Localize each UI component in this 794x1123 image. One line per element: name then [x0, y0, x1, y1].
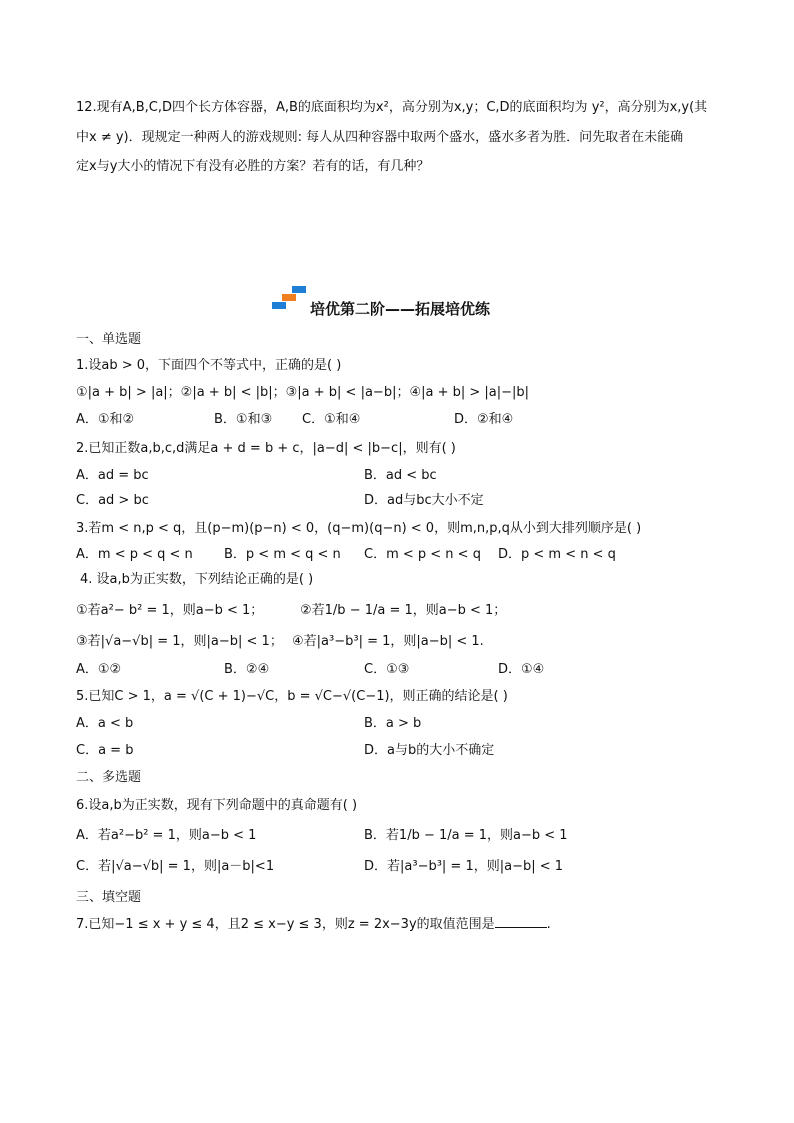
stage-logo-icon [272, 286, 308, 314]
q5-stem: 5.已知C > 1，a = √(C + 1)−√C，b = √C−√(C−1)，则正确的结论是( ) [76, 689, 508, 704]
q4-item-2: ②若1/b − 1/a = 1，则a−b < 1； [300, 603, 507, 618]
q4-option-c[interactable]: C．①③ [364, 662, 410, 677]
q4-item-1: ①若a²− b² = 1，则a−b < 1； [76, 603, 264, 618]
q4-option-a[interactable]: A．①② [76, 662, 122, 677]
q6-option-d[interactable]: D．若|a³−b³| = 1，则|a−b| < 1 [364, 859, 564, 874]
stage-title: 培优第二阶——拓展培优练 [310, 300, 491, 318]
q7-line [76, 915, 551, 935]
q7-answer-blank[interactable] [495, 915, 547, 928]
q2-option-c[interactable]: C．ad > bc [76, 493, 149, 508]
q1-stem: 1.设ab > 0，下面四个不等式中，正确的是( ) [76, 358, 342, 373]
q2-option-a[interactable]: A．ad = bc [76, 468, 149, 483]
q5-option-b[interactable]: B．a > b [364, 716, 422, 731]
q1-option-b[interactable]: B．①和③ [214, 412, 273, 427]
section-multi-choice: 二、多选题 [76, 770, 142, 785]
q2-stem: 2.已知正数a,b,c,d满足a + d = b + c，|a−d| < |b−c|，则有( ) [76, 441, 456, 456]
q4-option-d[interactable]: D．①④ [498, 662, 545, 677]
q2-option-d[interactable]: D．ad与bc大小不定 [364, 493, 484, 508]
q3-option-a[interactable]: A．m < p < q < n [76, 547, 193, 562]
q1-items: ①|a + b| > |a|；②|a + b| < |b|；③|a + b| < |a−b|；④|a + b| > |a|−|b| [76, 385, 530, 400]
q3-stem: 3.若m < n,p < q，且(p−m)(p−n) < 0，(q−m)(q−n) < 0，则m,n,p,q从小到大排列顺序是( ) [76, 521, 642, 536]
q12-line-1: 12.现有A,B,C,D四个长方体容器，A,B的底面积均为x²，高分别为x,y；C,D的底面积均为 y²，高分别为x,y(其 [76, 100, 708, 115]
q7-stem: 7.已知−1 ≤ x + y ≤ 4，且2 ≤ x−y ≤ 3，则z = 2x−3y的取值范围是 [76, 917, 495, 932]
q3-option-b[interactable]: B．p < m < q < n [224, 547, 341, 562]
section-single-choice: 一、单选题 [76, 332, 142, 347]
q1-option-c[interactable]: C．①和④ [302, 412, 361, 427]
q3-option-d[interactable]: D．p < m < n < q [498, 547, 616, 562]
q2-option-b[interactable]: B．ad < bc [364, 468, 437, 483]
q1-option-d[interactable]: D．②和④ [454, 412, 514, 427]
q5-option-a[interactable]: A．a < b [76, 716, 134, 731]
q12-line-3: 定x与y大小的情况下有没有必胜的方案？若有的话，有几种？ [76, 159, 430, 174]
q12-line-2: 中x ≠ y)．现规定一种两人的游戏规则: 每人从四种容器中取两个盛水，盛水多者为胜．问先取者在未能确 [76, 130, 684, 145]
q4-option-b[interactable]: B．②④ [224, 662, 270, 677]
q4-item-4: ④若|a³−b³| = 1，则|a−b| < 1. [292, 634, 484, 649]
q3-option-c[interactable]: C．m < p < n < q [364, 547, 481, 562]
q7-end: . [546, 917, 551, 932]
q4-stem: 4. 设a,b为正实数，下列结论正确的是( ) [80, 572, 314, 587]
q6-option-b[interactable]: B．若1/b − 1/a = 1，则a−b < 1 [364, 828, 568, 843]
q6-option-a[interactable]: A．若a²−b² = 1，则a−b < 1 [76, 828, 257, 843]
q1-option-a[interactable]: A．①和② [76, 412, 135, 427]
q5-option-d[interactable]: D．a与b的大小不确定 [364, 743, 495, 758]
q6-option-c[interactable]: C．若|√a−√b| = 1，则|a－b|<1 [76, 859, 275, 874]
q6-stem: 6.设a,b为正实数，现有下列命题中的真命题有( ) [76, 798, 358, 813]
q5-option-c[interactable]: C．a = b [76, 743, 134, 758]
q4-item-3: ③若|√a−√b| = 1，则|a−b| < 1； [76, 634, 283, 649]
section-fill-blank: 三、填空题 [76, 890, 142, 905]
